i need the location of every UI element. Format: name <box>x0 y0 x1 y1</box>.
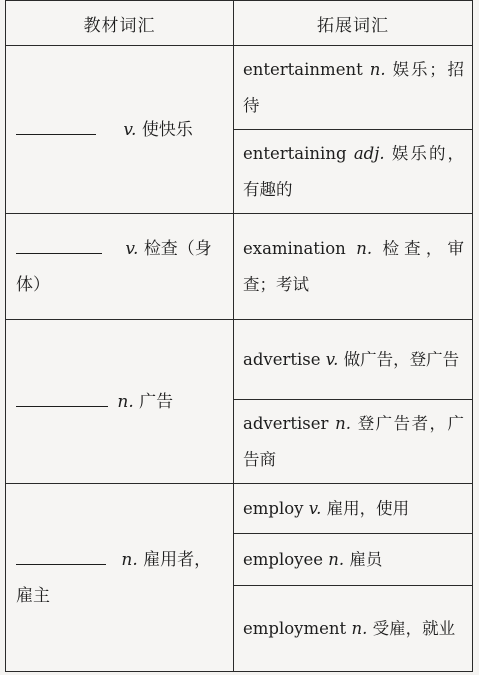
derived-pos: n. <box>369 59 386 79</box>
derived-word: employment <box>243 618 347 638</box>
derived-pos: v. <box>308 498 322 518</box>
derived-meaning: 雇用，使用 <box>326 498 410 518</box>
textbook-word-cell <box>6 46 234 214</box>
part-of-speech: v. <box>123 119 137 140</box>
table-header-row <box>6 1 473 46</box>
derived-word-cell <box>234 320 473 400</box>
table-row <box>6 484 473 534</box>
word-meaning: 广告 <box>139 391 174 412</box>
derived-word-cell <box>234 534 473 586</box>
derived-meaning: 受雇，就业 <box>372 618 456 638</box>
answer-blank[interactable] <box>16 386 108 407</box>
word-meaning: 使快乐 <box>141 119 193 140</box>
derived-word: employee <box>243 549 324 569</box>
derived-pos: adj. <box>353 143 385 163</box>
table-row <box>6 214 473 320</box>
derived-word: advertiser <box>243 413 329 433</box>
derived-word: entertaining <box>243 143 347 163</box>
textbook-word-cell <box>6 214 234 320</box>
derived-meaning: 娱乐；招待 <box>243 59 464 115</box>
derived-meaning: 雇员 <box>349 549 383 569</box>
derived-word-cell <box>234 484 473 534</box>
part-of-speech: v. <box>125 238 139 259</box>
part-of-speech: n. <box>121 549 138 570</box>
derived-pos: n. <box>356 238 373 258</box>
answer-blank[interactable] <box>16 544 106 565</box>
derived-pos: n. <box>328 549 345 569</box>
word-meaning: 雇用者，雇主 <box>16 549 212 606</box>
derived-word-cell <box>234 130 473 214</box>
derived-word-cell <box>234 586 473 672</box>
derived-pos: n. <box>335 413 351 433</box>
derived-meaning: 娱乐的，有趣的 <box>243 143 465 199</box>
table-row <box>6 320 473 400</box>
derived-pos: n. <box>351 618 368 638</box>
vocabulary-table <box>5 0 473 672</box>
header-textbook-vocab: 教材词汇 <box>6 1 234 46</box>
derived-word: entertainment <box>243 59 363 79</box>
derived-word-cell <box>234 400 473 484</box>
part-of-speech: n. <box>117 391 134 412</box>
header-extended-vocab: 拓展词汇 <box>234 1 473 46</box>
derived-meaning: 做广告，登广告 <box>343 349 460 369</box>
table-row <box>6 46 473 130</box>
answer-blank[interactable] <box>16 233 102 254</box>
derived-word: employ <box>243 498 304 518</box>
derived-meaning: 登广告者，广告商 <box>243 413 465 469</box>
textbook-word-cell <box>6 320 234 484</box>
derived-word-cell <box>234 46 473 130</box>
answer-blank[interactable] <box>16 114 96 135</box>
derived-meaning: 检查，审查；考试 <box>243 238 464 294</box>
derived-word: advertise <box>243 349 321 369</box>
textbook-word-cell <box>6 484 234 672</box>
word-meaning: 检查（身体） <box>16 238 212 295</box>
vocabulary-page <box>5 0 477 672</box>
derived-pos: v. <box>325 349 339 369</box>
derived-word: examination <box>243 238 346 258</box>
derived-word-cell <box>234 214 473 320</box>
